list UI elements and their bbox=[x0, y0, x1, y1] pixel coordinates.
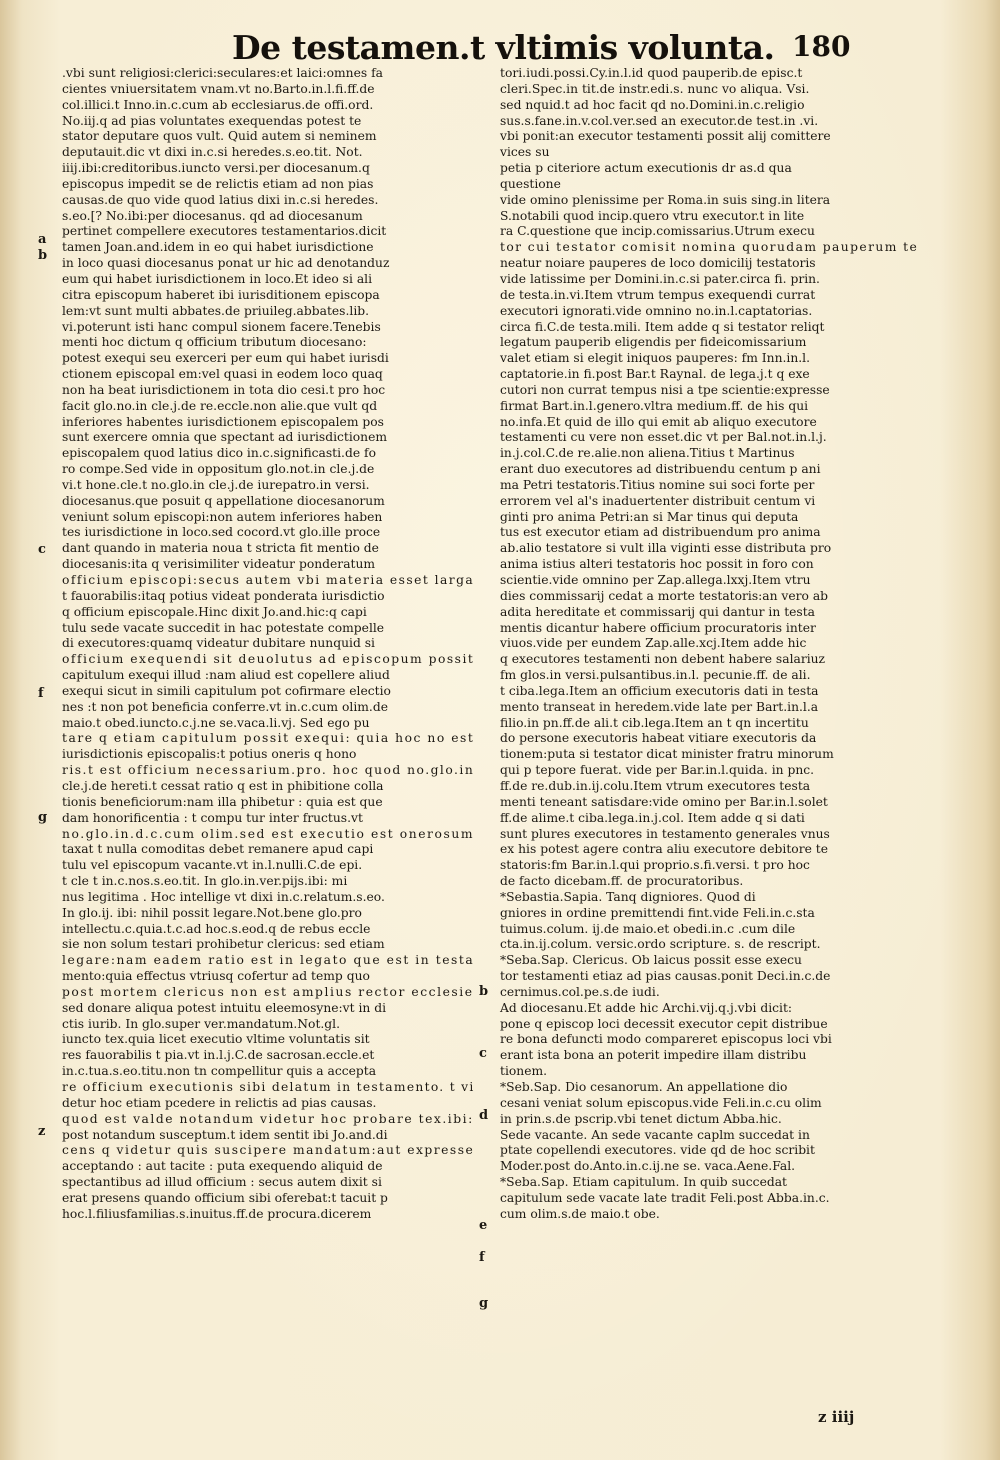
left-column-line: no.glo.in.d.c.cum olim.sed est executio est onerosum bbox=[62, 826, 475, 841]
right-column-line: tuimus.colum. ij.de maio.et obedi.in.c .cum dile bbox=[500, 921, 796, 936]
left-column-line: potest exequi seu exerceri per eum qui habet iurisdi bbox=[62, 351, 389, 366]
right-column-line: t ciba.lega.Item an officium executoris dati in testa bbox=[500, 683, 819, 698]
right-column-line: tionem. bbox=[500, 1064, 548, 1079]
left-column-line: menti hoc dictum q officium tributum diocesano: bbox=[62, 335, 367, 350]
right-column-line: firmat Bart.in.l.genero.vltra medium.ff. de his qui bbox=[500, 398, 809, 413]
left-column-line: officium exequendi sit deuolutus ad episcopum possit bbox=[62, 652, 475, 667]
margin-letter-f: f bbox=[38, 686, 44, 701]
right-column-line: de facto dicebam.ff. de procuratoribus. bbox=[500, 874, 744, 889]
left-column-line: sunt exercere omnia que spectant ad iurisdictionem bbox=[62, 430, 388, 445]
left-column-line: legare:nam eadem ratio est in legato que est in testa bbox=[62, 953, 475, 968]
right-column-line: tori.iudi.possi.Cy.in.l.id quod pauperib.de episc.t bbox=[500, 66, 803, 80]
left-column-line: tamen Joan.and.idem in eo qui habet iurisdictione bbox=[62, 240, 374, 255]
right-column-line: adita hereditate et commissarij qui dantur in testa bbox=[500, 604, 815, 619]
right-column-line: circa fi.C.de testa.mili. Item adde q si testator reliqt bbox=[500, 319, 825, 334]
left-column-line: stator deputare quos vult. Quid autem si neminem bbox=[62, 129, 377, 144]
left-column-line: dant quando in materia noua t stricta fit mentio de bbox=[62, 541, 379, 556]
left-column-line: capitulum exequi illud :nam aliud est copellere aliud bbox=[62, 668, 390, 683]
right-column-line: sus.s.fane.in.v.col.ver.sed an executor.de test.in .vi. bbox=[500, 113, 819, 128]
right-column-line: statoris:fm Bar.in.l.qui proprio.s.fi.versi. t pro hoc bbox=[500, 858, 810, 873]
right-column-line: viuos.vide per eundem Zap.alle.xcj.Item adde hic bbox=[500, 636, 807, 651]
left-column-line: vi.poterunt isti hanc compul sionem facere.Tenebis bbox=[62, 319, 381, 334]
left-column-line: iiij.ibi:creditoribus.iuncto versi.per diocesanum.q bbox=[62, 161, 370, 176]
left-text-column bbox=[62, 66, 474, 1223]
left-column-line: cientes vniuersitatem vnam.vt no.Barto.in.l.fi.ff.de bbox=[62, 81, 375, 96]
margin-letter-d-right: d bbox=[479, 1108, 489, 1123]
left-column-line: erat presens quando officium sibi oferebat:t tacuit p bbox=[62, 1190, 388, 1205]
left-column-line: In glo.ij. ibi: nihil possit legare.Not.bene glo.pro bbox=[62, 905, 362, 920]
left-column-line: tionis beneficiorum:nam illa phibetur : quia est que bbox=[62, 794, 383, 809]
signature-mark: z iiij bbox=[818, 1408, 855, 1426]
left-column-line: tes iurisdictione in loco.sed cocord.vt glo.ille proce bbox=[62, 525, 381, 540]
left-column-line: diocesanus.que posuit q appellatione diocesanorum bbox=[62, 493, 385, 508]
right-column-line: cesani veniat solum episcopus.vide Feli.in.c.cu olim bbox=[500, 1095, 822, 1110]
right-column-line: *Seba.Sap. Etiam capitulum. In quib succedat bbox=[500, 1175, 787, 1190]
right-column-line: erant duo executores ad distribuendu centum p ani bbox=[500, 462, 821, 477]
right-column-line: cutori non currat tempus nisi a tpe scientie:expresse bbox=[500, 382, 830, 397]
left-column-line: ris.t est officium necessarium.pro. hoc quod no.glo.in bbox=[62, 763, 475, 778]
left-column-line: col.illici.t Inno.in.c.cum ab ecclesiarus.de offi.ord. bbox=[62, 97, 374, 112]
right-column-line: ra C.questione que incip.comissarius.Utrum execu bbox=[500, 224, 815, 239]
left-column-line: officium episcopi:secus autem vbi materia esset larga bbox=[62, 573, 475, 587]
left-column-line: iurisdictionis episcopalis:t potius oneris q hono bbox=[62, 747, 357, 762]
margin-letter-e-right: e bbox=[479, 1218, 488, 1233]
left-column-line: non ha beat iurisdictionem in tota dio cesi.t pro hoc bbox=[62, 382, 386, 397]
margin-letter-g: g bbox=[38, 810, 48, 825]
left-column-line: causas.de quo vide quod latius dixi in.c.si heredes. bbox=[62, 192, 379, 207]
right-column-line: Sede vacante. An sede vacante caplm succedat in bbox=[500, 1127, 810, 1142]
left-column-line: inferiores habentes iurisdictionem episcopalem pos bbox=[62, 414, 384, 429]
right-column-line: testamenti cu vere non esset.dic vt per Bal.not.in.l.j. bbox=[500, 430, 827, 445]
right-column-line: tor cui testator comisit nomina quorudam pauperum te bbox=[500, 240, 919, 255]
left-column-line: quod est valde notandum videtur hoc probare tex.ibi: bbox=[62, 1111, 474, 1126]
right-column-line: petia p citeriore actum executionis dr as.d qua bbox=[500, 161, 792, 176]
left-column-line: post notandum susceptum.t idem sentit ibi Jo.and.di bbox=[62, 1127, 388, 1142]
right-column-line: S.notabili quod incip.quero vtru executor.t in lite bbox=[500, 208, 805, 223]
right-column-line: gniores in ordine premittendi fint.vide Feli.in.c.sta bbox=[500, 905, 815, 920]
right-text-column bbox=[500, 66, 918, 1223]
right-column-line: cum olim.s.de maio.t obe. bbox=[500, 1206, 660, 1221]
margin-letter-c: c bbox=[38, 542, 46, 557]
margin-letter-c-right: c bbox=[479, 1046, 487, 1061]
left-column-line: mento:quia effectus vtriusq cofertur ad temp quo bbox=[62, 969, 370, 984]
left-column-line: .vbi sunt religiosi:clerici:seculares:et laici:omnes fa bbox=[62, 66, 383, 80]
right-column-line: ab.alio testatore si vult illa viginti esse distributa pro bbox=[500, 541, 832, 556]
left-column-line: citra episcopum haberet ibi iurisditionem episcopa bbox=[62, 287, 380, 302]
right-column-line: scientie.vide omnino per Zap.allega.lxxj.Item vtru bbox=[500, 573, 811, 587]
right-column-line: menti teneant satisdare:vide omino per Bar.in.l.solet bbox=[500, 794, 828, 809]
margin-letter-b-right: b bbox=[479, 984, 489, 999]
left-column-line: veniunt solum episcopi:non autem inferiores haben bbox=[62, 509, 383, 524]
right-column-line: *Seb.Sap. Dio cesanorum. An appellatione dio bbox=[500, 1080, 788, 1094]
left-column-line: pertinet compellere executores testamentarios.dicit bbox=[62, 224, 387, 239]
right-column-line: ff.de alime.t ciba.lega.in.j.col. Item adde q si dati bbox=[500, 810, 805, 825]
right-column-line: captatorie.in fi.post Bar.t Raynal. de lega.j.t q exe bbox=[500, 367, 810, 382]
right-column-line: sed nquid.t ad hoc facit qd no.Domini.in.c.religio bbox=[500, 97, 805, 112]
left-column-line: iuncto tex.quia licet executio vltime voluntatis sit bbox=[62, 1032, 370, 1047]
right-column-line: dies commissarij cedat a morte testatoris:an vero ab bbox=[500, 588, 829, 603]
left-column-line: ctis iurib. In glo.super ver.mandatum.Not.gl. bbox=[62, 1016, 341, 1031]
left-column-line: spectantibus ad illud officium : secus autem dixit si bbox=[62, 1175, 382, 1190]
left-column-line: episcopalem quod latius dico in.c.significasti.de fo bbox=[62, 446, 376, 461]
left-column-line: di executores:quamq videatur dubitare nunquid si bbox=[62, 636, 375, 651]
left-column-line: facit glo.no.in cle.j.de re.eccle.non alie.que vult qd bbox=[62, 398, 378, 413]
right-column-line: anima istius alteri testatoris hoc possit in foro con bbox=[500, 557, 814, 572]
right-column-line: Moder.post do.Anto.in.c.ij.ne se. vaca.Aene.Fal. bbox=[500, 1159, 796, 1174]
left-column-line: diocesanis:ita q verisimiliter videatur ponderatum bbox=[62, 557, 376, 572]
right-column-line: legatum pauperib eligendis per fideicomissarium bbox=[500, 335, 807, 350]
right-column-line: cleri.Spec.in tit.de instr.edi.s. nunc vo aliqua. Vsi. bbox=[500, 81, 810, 96]
left-column-line: q officium episcopale.Hinc dixit Jo.and.hic:q capi bbox=[62, 604, 367, 619]
right-column-line: qui p tepore fuerat. vide per Bar.in.l.quida. in pnc. bbox=[500, 763, 815, 778]
page-title: De testamen.t vltimis volunta. bbox=[232, 28, 775, 67]
left-column-line: tare q etiam capitulum possit exequi: quia hoc no est bbox=[62, 731, 475, 746]
right-column-line: in prin.s.de pscrip.vbi tenet dictum Abba.hic. bbox=[500, 1111, 782, 1126]
right-column-line: ginti pro anima Petri:an si Mar tinus qui deputa bbox=[500, 509, 799, 524]
left-column-line: eum qui habet iurisdictionem in loco.Et ideo si ali bbox=[62, 271, 373, 286]
right-column-line: tionem:puta si testator dicat minister fratru minorum bbox=[500, 747, 834, 762]
left-column-line: acceptando : aut tacite : puta exequendo aliquid de bbox=[62, 1159, 383, 1174]
right-column-line: mentis dicantur habere officium procuratoris inter bbox=[500, 620, 816, 635]
right-column-line: pone q episcop loci decessit executor cepit distribue bbox=[500, 1016, 828, 1031]
left-column-line: s.eo.[? No.ibi:per diocesanus. qd ad diocesanum bbox=[62, 208, 363, 223]
right-column-line: mento transeat in heredem.vide late per Bart.in.l.a bbox=[500, 699, 819, 714]
right-column-line: de testa.in.vi.Item vtrum tempus exequendi currat bbox=[500, 287, 816, 302]
right-column-line: ex his potest agere contra aliu executore debitore te bbox=[500, 842, 828, 857]
left-column-line: nes :t non pot beneficia conferre.vt in.c.cum olim.de bbox=[62, 699, 388, 714]
left-column-line: t fauorabilis:itaq potius videat ponderata iurisdictio bbox=[62, 588, 385, 603]
left-column-line: intellectu.c.quia.t.c.ad hoc.s.eod.q de rebus eccle bbox=[62, 921, 371, 936]
right-column-line: *Seba.Sap. Clericus. Ob laicus possit esse execu bbox=[500, 953, 802, 968]
left-column-line: episcopus impedit se de relictis etiam ad non pias bbox=[62, 176, 374, 191]
right-column-line: errorem vel al's inaduertenter distribuit centum vi bbox=[500, 493, 816, 508]
left-column-line: tulu sede vacate succedit in hac potestate compelle bbox=[62, 620, 385, 635]
right-column-line: neatur noiare pauperes de loco domicilij testatoris bbox=[500, 256, 816, 271]
margin-letter-z: z bbox=[38, 1124, 46, 1139]
margin-letter-g-right: g bbox=[479, 1296, 489, 1311]
left-column-line: in loco quasi diocesanus ponat ur hic ad denotanduz bbox=[62, 256, 390, 271]
right-column-line: vices su bbox=[500, 145, 550, 160]
left-column-line: detur hoc etiam pcedere in relictis ad pias causas. bbox=[62, 1095, 377, 1110]
right-column-line: re bona defuncti modo compareret episcopus loci vbi bbox=[500, 1032, 832, 1047]
right-column-line: do persone executoris habeat vitiare executoris da bbox=[500, 731, 817, 746]
left-column-line: taxat t nulla comoditas debet remanere apud capi bbox=[62, 842, 374, 857]
left-column-line: ro compe.Sed vide in oppositum glo.not.in cle.j.de bbox=[62, 462, 375, 477]
right-column-line: ptate copellendi executores. vide qd de hoc scribit bbox=[500, 1143, 815, 1158]
left-column-line: res fauorabilis t pia.vt in.l.j.C.de sacrosan.eccle.et bbox=[62, 1048, 375, 1063]
right-column-line: vide latissime per Domini.in.c.si pater.circa fi. prin. bbox=[500, 271, 820, 286]
right-column-line: cta.in.ij.colum. versic.ordo scripture. s. de rescript. bbox=[500, 937, 821, 952]
left-column-line: exequi sicut in simili capitulum pot cofirmare electio bbox=[62, 683, 391, 698]
left-column-line: dam honorificentia : t compu tur inter fructus.vt bbox=[62, 810, 363, 825]
right-column-line: filio.in pn.ff.de ali.t cib.lega.Item an t qn incertitu bbox=[500, 715, 809, 730]
right-column-line: vide omino plenissime per Roma.in suis sing.in litera bbox=[500, 192, 831, 207]
right-column-line: Ad diocesanu.Et adde hic Archi.vij.q.j.vbi dicit: bbox=[500, 1000, 793, 1015]
margin-letter-a: a bbox=[38, 232, 47, 247]
right-column-line: executori ignorati.vide omnino no.in.l.captatorias. bbox=[500, 303, 813, 318]
right-column-line: *Sebastia.Sapia. Tanq digniores. Quod di bbox=[500, 889, 756, 904]
left-column-line: No.iij.q ad pias voluntates exequendas potest te bbox=[62, 113, 362, 128]
left-column-line: lem:vt sunt multi abbates.de priuileg.abbates.lib. bbox=[62, 303, 370, 318]
left-column-line: vi.t hone.cle.t no.glo.in cle.j.de iurepatro.in versi. bbox=[62, 477, 370, 492]
left-column-line: ctionem episcopal em:vel quasi in eodem loco quaq bbox=[62, 367, 383, 382]
left-column-line: deputauit.dic vt dixi in.c.si heredes.s.eo.tit. Not. bbox=[62, 145, 363, 160]
right-column-line: no.infa.Et quid de illo qui emit ab aliquo executore bbox=[500, 414, 817, 429]
right-column-line: tor testamenti etiaz ad pias causas.ponit Deci.in.c.de bbox=[500, 969, 831, 984]
left-column-line: maio.t obed.iuncto.c.j.ne se.vaca.li.vj. Sed ego pu bbox=[62, 715, 370, 730]
right-column-line: fm glos.in versi.pulsantibus.in.l. pecunie.ff. de ali. bbox=[500, 668, 811, 683]
right-column-line: questione bbox=[500, 176, 561, 191]
right-column-line: sunt plures executores in testamento generales vnus bbox=[500, 826, 830, 841]
left-column-line: cens q videtur quis suscipere mandatum:aut expresse bbox=[62, 1143, 475, 1158]
right-column-line: erant ista bona an poterit impedire illam distribu bbox=[500, 1048, 807, 1063]
left-column-line: tulu vel episcopum vacante.vt in.l.nulli.C.de epi. bbox=[62, 858, 363, 873]
right-column-line: valet etiam si elegit iniquos pauperes: fm Inn.in.l. bbox=[500, 351, 811, 366]
folio-number: 180 bbox=[792, 30, 851, 63]
left-column-line: sed donare aliqua potest intuitu eleemosyne:vt in di bbox=[62, 1000, 387, 1015]
margin-letter-f-right: f bbox=[479, 1250, 485, 1265]
right-column-line: ma Petri testatoris.Titius nomine sui soci forte per bbox=[500, 477, 815, 492]
right-column-line: tus est executor etiam ad distribuendum pro anima bbox=[500, 525, 821, 540]
right-column-line: capitulum sede vacate late tradit Feli.post Abba.in.c. bbox=[500, 1190, 830, 1205]
left-column-line: post mortem clericus non est amplius rector ecclesie bbox=[62, 984, 474, 999]
left-column-line: sie non solum testari prohibetur clericus: sed etiam bbox=[62, 937, 385, 952]
left-column-line: in.c.tua.s.eo.titu.non tn compellitur quis a accepta bbox=[62, 1064, 377, 1079]
right-column-line: vbi ponit:an executor testamenti possit alij comittere bbox=[500, 129, 831, 144]
right-column-line: ff.de re.dub.in.ij.colu.Item vtrum executores testa bbox=[500, 778, 811, 793]
margin-letter-b: b bbox=[38, 248, 48, 263]
left-column-line: cle.j.de hereti.t cessat ratio q est in phibitione colla bbox=[62, 778, 384, 793]
right-column-line: cernimus.col.pe.s.de iudi. bbox=[500, 984, 660, 999]
left-column-line: t cle t in.c.nos.s.eo.tit. In glo.in.ver.pijs.ibi: mi bbox=[62, 874, 348, 889]
left-column-line: nus legitima . Hoc intellige vt dixi in.c.relatum.s.eo. bbox=[62, 889, 385, 904]
right-column-line: q executores testamenti non debent habere salariuz bbox=[500, 652, 826, 667]
left-column-line: re officium executionis sibi delatum in testamento. t vi bbox=[62, 1080, 475, 1094]
left-column-line: hoc.l.filiusfamilias.s.inuitus.ff.de procura.dicerem bbox=[62, 1206, 372, 1221]
right-column-line: in.j.col.C.de re.alie.non aliena.Titius t Martinus bbox=[500, 446, 795, 461]
